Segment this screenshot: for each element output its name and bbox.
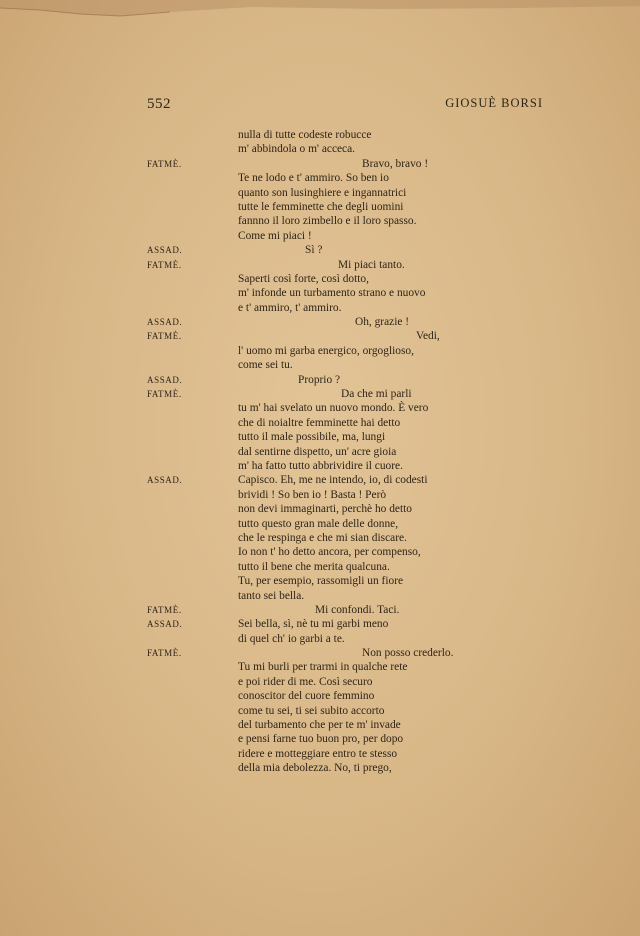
verse-line <box>0 358 640 372</box>
verse-text: Sì ? <box>305 244 323 257</box>
verse-text: Non posso crederlo. <box>362 647 454 660</box>
verse-line <box>0 459 640 473</box>
verse-text: tutto il bene che merita qualcuna. <box>238 560 390 573</box>
verse-text: tutte le femminette che degli uomini <box>238 200 404 213</box>
play-text <box>0 128 640 776</box>
verse-line <box>0 617 640 631</box>
verse-text: conoscitor del cuore femmino <box>238 690 375 703</box>
verse-text: Mi confondi. Taci. <box>315 603 400 616</box>
verse-text: e t' ammiro, t' ammiro. <box>238 301 342 314</box>
verse-line <box>0 574 640 588</box>
speaker-label: FATMÈ. <box>147 259 182 270</box>
speaker-label: ASSAD. <box>147 317 183 328</box>
verse-line <box>0 473 640 487</box>
verse-text: Da che mi parli <box>341 388 412 401</box>
verse-text: Bravo, bravo ! <box>362 157 429 170</box>
verse-text: tutto il male possibile, ma, lungi <box>238 431 386 444</box>
verse-line <box>0 272 640 286</box>
verse-text: non devi immaginarti, perchè ho detto <box>238 503 412 516</box>
verse-line <box>0 171 640 185</box>
verse-line <box>0 186 640 200</box>
verse-line <box>0 445 640 459</box>
verse-text: ridere e motteggiare entro te stesso <box>238 747 398 760</box>
verse-line <box>0 732 640 746</box>
speaker-label: FATMÈ. <box>147 158 182 169</box>
verse-text: l' uomo mi garba energico, orgoglioso, <box>238 344 414 357</box>
verse-text: e poi rider di me. Così securo <box>238 675 373 688</box>
verse-text: della mia debolezza. No, ti prego, <box>238 762 392 775</box>
verse-line <box>0 531 640 545</box>
speaker-label: FATMÈ. <box>147 604 182 615</box>
verse-text: Oh, grazie ! <box>355 316 410 329</box>
verse-text: Capisco. Eh, me ne intendo, io, di codesti <box>238 474 428 487</box>
verse-line <box>0 142 640 156</box>
verse-text: brividi ! So ben io ! Basta ! Però <box>238 488 387 501</box>
verse-line <box>0 704 640 718</box>
verse-line <box>0 128 640 142</box>
verse-line <box>0 200 640 214</box>
verse-line <box>0 660 640 674</box>
verse-text: Saperti così forte, così dotto, <box>238 272 369 285</box>
verse-line <box>0 387 640 401</box>
speaker-label: FATMÈ. <box>147 331 182 342</box>
speaker-label: FATMÈ. <box>147 389 182 400</box>
torn-top-edge <box>0 0 640 30</box>
verse-line <box>0 329 640 343</box>
verse-text: tanto sei bella. <box>238 589 305 602</box>
verse-text: Io non t' ho detto ancora, per compenso, <box>238 546 421 559</box>
verse-text: dal sentirne dispetto, un' acre gioia <box>238 445 397 458</box>
speaker-label: ASSAD. <box>147 245 183 256</box>
verse-text: quanto son lusinghiere e ingannatrici <box>238 186 407 199</box>
verse-line <box>0 675 640 689</box>
verse-line <box>0 646 640 660</box>
verse-text: fannno il loro zimbello e il loro spasso. <box>238 215 417 228</box>
verse-line <box>0 157 640 171</box>
verse-text: m' ha fatto tutto abbrividire il cuore. <box>238 459 403 472</box>
verse-line <box>0 632 640 646</box>
verse-line <box>0 301 640 315</box>
running-head: GIOSUÈ BORSI <box>445 96 543 110</box>
verse-text: del turbamento che per te m' invade <box>238 719 401 732</box>
verse-text: di quel ch' io garbi a te. <box>238 632 345 645</box>
verse-text: Te ne lodo e t' ammiro. So ben io <box>238 172 389 185</box>
verse-text: e pensi farne tuo buon pro, per dopo <box>238 733 404 746</box>
verse-line <box>0 430 640 444</box>
verse-text: Mi piaci tanto. <box>338 258 405 271</box>
verse-text: m' abbindola o m' acceca. <box>238 143 356 156</box>
verse-text: Come mi piaci ! <box>238 229 312 242</box>
verse-text: nulla di tutte codeste robucce <box>238 129 372 141</box>
verse-text: m' infonde un turbamento strano e nuovo <box>238 287 426 300</box>
verse-line <box>0 315 640 329</box>
speaker-label: ASSAD. <box>147 475 183 486</box>
verse-line <box>0 502 640 516</box>
verse-line <box>0 373 640 387</box>
verse-text: Proprio ? <box>298 373 341 386</box>
verse-line <box>0 344 640 358</box>
speaker-label: ASSAD. <box>147 374 183 385</box>
speaker-label: ASSAD. <box>147 619 183 630</box>
verse-line <box>0 258 640 272</box>
verse-text: tutto questo gran male delle donne, <box>238 517 399 530</box>
verse-line <box>0 488 640 502</box>
verse-line <box>0 229 640 243</box>
verse-line <box>0 243 640 257</box>
verse-text: come sei tu. <box>238 359 293 372</box>
verse-text: Vedi, <box>416 330 440 343</box>
verse-line <box>0 761 640 775</box>
verse-line <box>0 416 640 430</box>
verse-text: Tu mi burli per trarmi in qualche rete <box>238 661 408 674</box>
verse-line <box>0 545 640 559</box>
verse-text: tu m' hai svelato un nuovo mondo. È vero <box>238 402 429 415</box>
verse-line <box>0 214 640 228</box>
verse-line <box>0 689 640 703</box>
verse-text: come tu sei, ti sei subito accorto <box>238 704 385 717</box>
verse-text: Sei bella, sì, nè tu mi garbi meno <box>238 618 389 631</box>
verse-line <box>0 747 640 761</box>
speaker-label: FATMÈ. <box>147 648 182 659</box>
verse-text: che le respinga e che mi sian discare. <box>238 531 407 544</box>
verse-text: che di noialtre femminette hai detto <box>238 416 401 429</box>
verse-line <box>0 560 640 574</box>
verse-line <box>0 286 640 300</box>
verse-line <box>0 401 640 415</box>
verse-line <box>0 603 640 617</box>
verse-text: Tu, per esempio, rassomigli un fiore <box>238 575 404 588</box>
page-number: 552 <box>147 96 171 112</box>
verse-line <box>0 589 640 603</box>
verse-line <box>0 718 640 732</box>
verse-line <box>0 517 640 531</box>
